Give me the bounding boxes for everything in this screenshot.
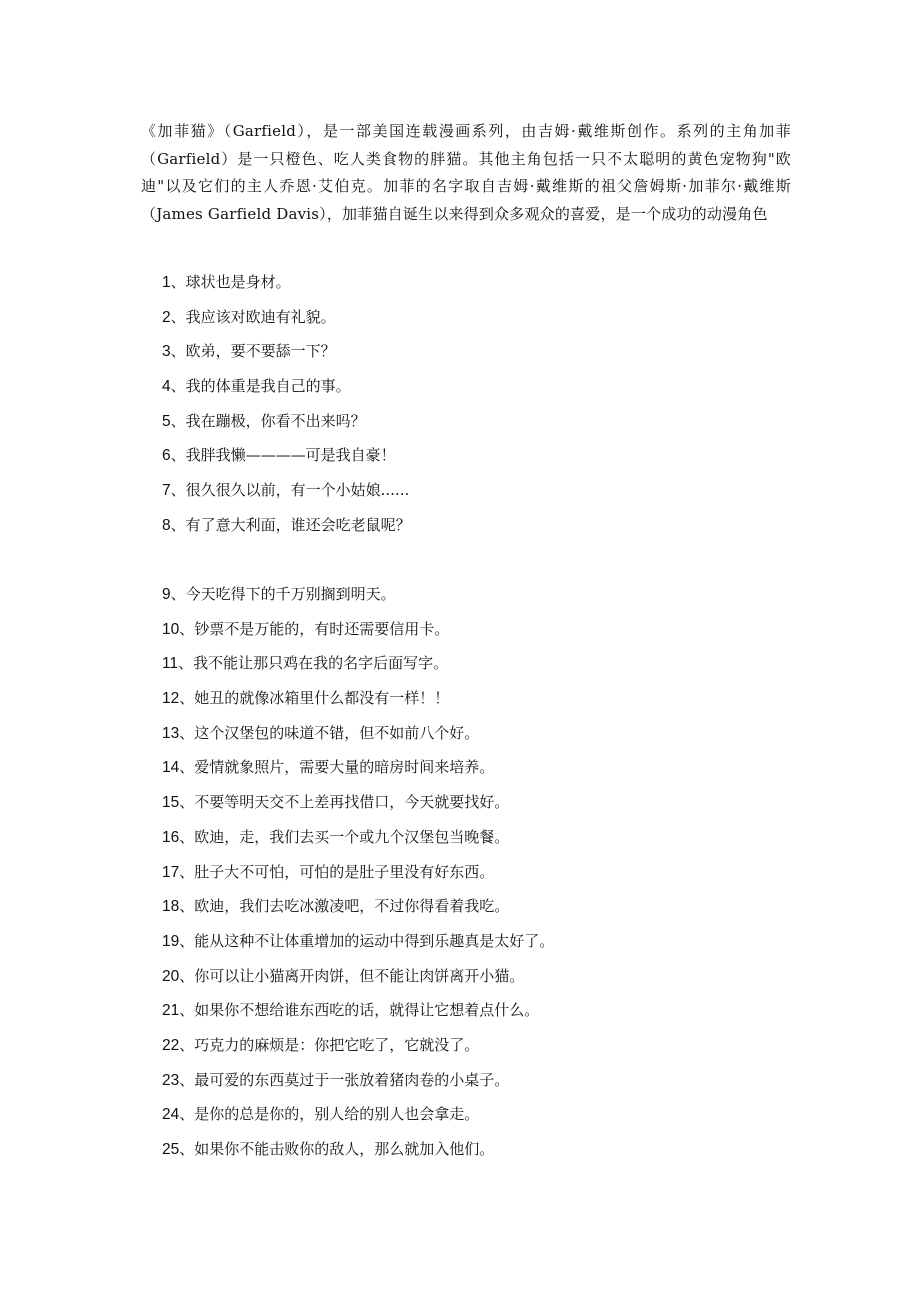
quote-list-part-2 [162, 577, 762, 1167]
list-item [162, 438, 762, 473]
quote-number: 5 [162, 412, 171, 430]
quote-text: 、我应该对欧迪有礼貌。 [170, 307, 336, 326]
quote-number: 13 [162, 724, 180, 742]
list-item [162, 646, 762, 681]
quote-number: 15 [162, 794, 180, 812]
quote-number: 11 [162, 655, 179, 673]
list-item [162, 577, 762, 612]
quote-number: 4 [162, 378, 171, 396]
quote-text: 、你可以让小猫离开肉饼，但不能让肉饼离开小猫。 [179, 966, 525, 985]
quote-text: 、我胖我懒————可是我自豪！ [170, 446, 396, 465]
intro-text: 《加菲猫》（Garfield），是一部美国连载漫画系列，由吉姆·戴维斯创作。系列的主角加菲（Garfield）是一只橙色、吃人类食物的胖猫。其他主角包括一只不太聪明的黄色宠物狗"欧迪"以及它们的主人乔恩·艾伯克。加菲的名字取自吉姆·戴维斯的祖父詹姆斯·加菲尔·戴维斯（James Garfield Davis），加菲猫自诞生以来得到众多观众的喜爱，是一个成功的动漫角色 [141, 122, 791, 223]
list-item [162, 1063, 762, 1098]
quote-number: 21 [162, 1002, 180, 1020]
quote-number: 14 [162, 759, 180, 777]
quote-number: 7 [162, 482, 171, 500]
quote-number: 10 [162, 620, 180, 638]
list-item [162, 750, 762, 785]
quote-text: 、欧迪，我们去吃冰激凌吧，不过你得看着我吃。 [179, 897, 510, 916]
quote-text: 、欧迪，走，我们去买一个或九个汉堡包当晚餐。 [179, 827, 510, 846]
list-item [162, 924, 762, 959]
list-item [162, 473, 762, 508]
quote-text: 、这个汉堡包的味道不错，但不如前八个好。 [179, 723, 480, 742]
list-item [162, 300, 762, 335]
list-item [162, 1097, 762, 1132]
list-item [162, 993, 762, 1028]
quote-text: 、我不能让那只鸡在我的名字后面写字。 [178, 654, 449, 673]
list-item [162, 369, 762, 404]
quote-text: 、有了意大利面，谁还会吃老鼠呢？ [170, 515, 411, 534]
quote-number: 20 [162, 967, 180, 985]
quote-text: 、巧克力的麻烦是：你把它吃了，它就没了。 [179, 1035, 480, 1054]
quote-number: 19 [162, 932, 180, 950]
list-item [162, 785, 762, 820]
quote-text: 、不要等明天交不上差再找借口，今天就要找好。 [179, 793, 510, 812]
quote-text: 、今天吃得下的千万别搁到明天。 [170, 585, 396, 603]
quote-text: 、如果你不能击败你的敌人，那么就加入他们。 [179, 1140, 495, 1158]
quote-text: 、球状也是身材。 [170, 273, 291, 291]
quote-text: 、她丑的就像冰箱里什么都没有一样！！ [179, 689, 450, 708]
intro-paragraph [141, 118, 791, 228]
list-item [162, 1132, 762, 1167]
quote-number: 17 [162, 863, 180, 881]
quote-number: 18 [162, 898, 180, 916]
list-item [162, 1028, 762, 1063]
list-item [162, 959, 762, 994]
quote-text: 、爱情就象照片，需要大量的暗房时间来培养。 [179, 758, 495, 777]
list-item [162, 404, 762, 439]
quote-text: 、能从这种不让体重增加的运动中得到乐趣真是太好了。 [179, 931, 555, 950]
quote-number: 9 [162, 586, 171, 603]
quote-number: 25 [162, 1141, 180, 1158]
list-item [162, 820, 762, 855]
quote-number: 2 [162, 308, 171, 326]
list-item [162, 612, 762, 647]
quote-text: 、肚子大不可怕，可怕的是肚子里没有好东西。 [179, 862, 495, 881]
quote-number: 12 [162, 690, 180, 708]
quote-text: 、是你的总是你的，别人给的别人也会拿走。 [179, 1105, 480, 1124]
list-item [162, 265, 762, 300]
quote-text: 、我的体重是我自己的事。 [170, 377, 351, 396]
quote-number: 6 [162, 447, 171, 465]
quote-text: 、如果你不想给谁东西吃的话，就得让它想着点什么。 [179, 1001, 540, 1020]
list-item [162, 716, 762, 751]
quote-list-part-1 [162, 265, 762, 543]
quote-number: 8 [162, 516, 171, 534]
list-item [162, 681, 762, 716]
quote-text: 、我在蹦极，你看不出来吗？ [170, 411, 366, 430]
quote-text: 、钞票不是万能的，有时还需要信用卡。 [179, 619, 450, 638]
quote-number: 24 [162, 1106, 180, 1124]
quote-number: 16 [162, 828, 180, 846]
quote-number: 1 [162, 274, 171, 291]
list-item [162, 508, 762, 543]
list-item [162, 889, 762, 924]
list-item [162, 855, 762, 890]
quote-number: 3 [162, 343, 171, 361]
quote-text: 、很久很久以前，有一个小姑娘...... [170, 481, 410, 500]
quote-text: 、最可爱的东西莫过于一张放着猪肉卷的小桌子。 [179, 1070, 510, 1089]
quote-text: 、欧弟，要不要舔一下？ [170, 342, 336, 361]
quote-number: 22 [162, 1036, 180, 1054]
list-item [162, 334, 762, 369]
quote-number: 23 [162, 1071, 180, 1089]
